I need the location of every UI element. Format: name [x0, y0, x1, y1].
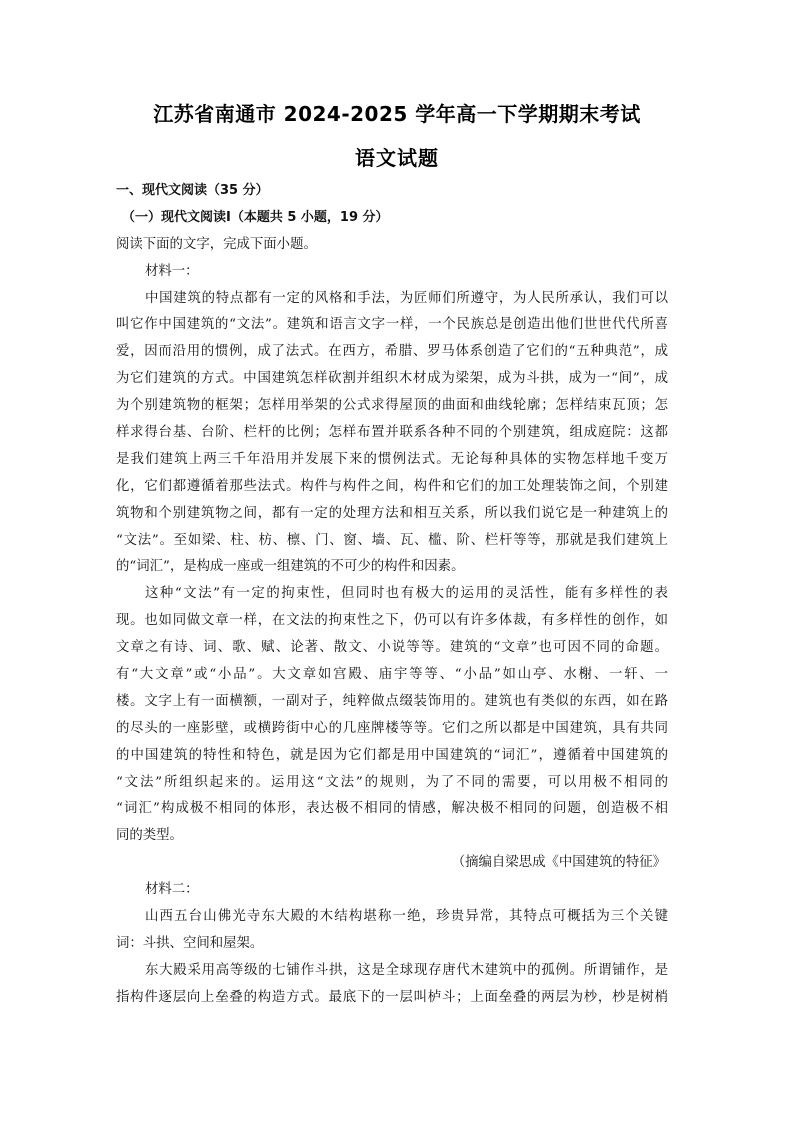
text-line: 的“词汇”，是构成一座或一组建筑的不可少的构件和因素。 [116, 559, 465, 575]
text-line: 这种“文法”有一定的拘束性，但同时也有极大的运用的灵活性，能有多样性的表 [145, 586, 668, 602]
text-line: 样求得台基、台阶、栏杆的比例；怎样布置并联系各种不同的个别建筑，组成庭院：这都 [116, 425, 668, 441]
material1-paragraph-2 [116, 581, 668, 850]
text-line: 同的类型。 [116, 828, 183, 844]
text-line: 爱，因而沿用的惯例，成了法式。在西方，希腊、罗马体系创造了它们的“五种典范”，成 [116, 344, 668, 360]
text-line: 指构件逐层向上垒叠的构造方式。最底下的一层叫栌斗；上面垒叠的两层为杪，杪是树梢 [116, 989, 668, 1005]
source-citation: （摘编自梁思成《中国建筑的特征》 [451, 855, 666, 871]
text-line: 筑物和个别建筑物之间，都有一定的处理方法和相互关系，所以我们说它是一种建筑上的 [116, 505, 668, 521]
text-line: “词汇”构成极不相同的体形，表达极不相同的情感，解决极不相同的问题，创造极不相 [116, 801, 668, 817]
material2-paragraph-2 [116, 958, 668, 1012]
text-line: 文章之有诗、词、歌、赋、论著、散文、小说等等。建筑的“文章”也可因不同的命题。 [116, 640, 668, 656]
text-line: “文法”。至如梁、柱、枋、檩、门、窗、墙、瓦、槛、阶、栏杆等等，那就是我们建筑上 [116, 532, 668, 548]
exam-subtitle: 语文试题 [355, 146, 439, 170]
text-line: 的中国建筑的特性和特色，就是因为它们都是用中国建筑的“词汇”，遵循着中国建筑的 [116, 747, 668, 763]
reading-instruction: 阅读下面的文字，完成下面小题。 [116, 236, 317, 252]
text-line: 的尽头的一座影壁，或横跨街中心的几座牌楼等等。它们之所以都是中国建筑，具有共同 [116, 720, 668, 736]
exam-title: 江苏省南通市 2024-2025 学年高一下学期期末考试 [153, 102, 641, 126]
text-line: 为它们建筑的方式。中国建筑怎样砍割并组织木材成为梁架，成为斗拱，成为一“间”，成 [116, 371, 668, 387]
material-label: 材料二： [145, 882, 199, 898]
text-line: 山西五台山佛光寺东大殿的木结构堪称一绝，珍贵异常，其特点可概括为三个关键 [145, 909, 668, 925]
text-line: 东大殿采用高等级的七铺作斗拱，这是全球现存唐代木建筑中的孤例。所谓铺作，是 [145, 962, 668, 978]
text-line: 为个别建筑物的框架；怎样用举架的公式求得屋顶的曲面和曲线轮廓；怎样结束瓦顶；怎 [116, 398, 668, 414]
material-label: 材料一： [145, 263, 199, 279]
text-line: 现。也如同做文章一样，在文法的拘束性之下，仍可以有许多体裁，有多样性的创作，如 [116, 613, 668, 629]
text-line: “文法”所组织起来的。运用这“文法”的规则，为了不同的需要，可以用极不相同的 [116, 774, 668, 790]
text-line: 是我们建筑上两三千年沿用并发展下来的惯例法式。无论每种具体的实物怎样地千变万 [116, 451, 668, 467]
text-line: 词：斗拱、空间和屋架。 [116, 935, 264, 951]
section-heading: 一、现代文阅读（35 分） [116, 183, 269, 198]
text-line: 叫它作中国建筑的“文法”。建筑和语言文字一样，一个民族总是创造出他们世世代代所喜 [116, 317, 668, 333]
text-line: 中国建筑的特点都有一定的风格和手法，为匠师们所遵守，为人民所承认，我们可以 [145, 290, 668, 306]
material2-paragraph-1 [116, 904, 668, 958]
text-line: 有“大文章”或“小品”。大文章如宫殿、庙宇等等、“小品”如山亭、水榭、一轩、一 [116, 667, 668, 683]
exam-content [116, 178, 668, 1012]
text-line: 楼。文字上有一面横额，一副对子，纯粹做点缀装饰用的。建筑也有类似的东西，如在路 [116, 693, 668, 709]
section-subheading: （一）现代文阅读Ⅰ（本题共 5 小题，19 分） [122, 209, 389, 225]
text-line: 化，它们都遵循着那些法式。构件与构件之间，构件和它们的加工处理装饰之间，个别建 [116, 478, 668, 494]
material1-paragraph-1 [116, 286, 668, 582]
